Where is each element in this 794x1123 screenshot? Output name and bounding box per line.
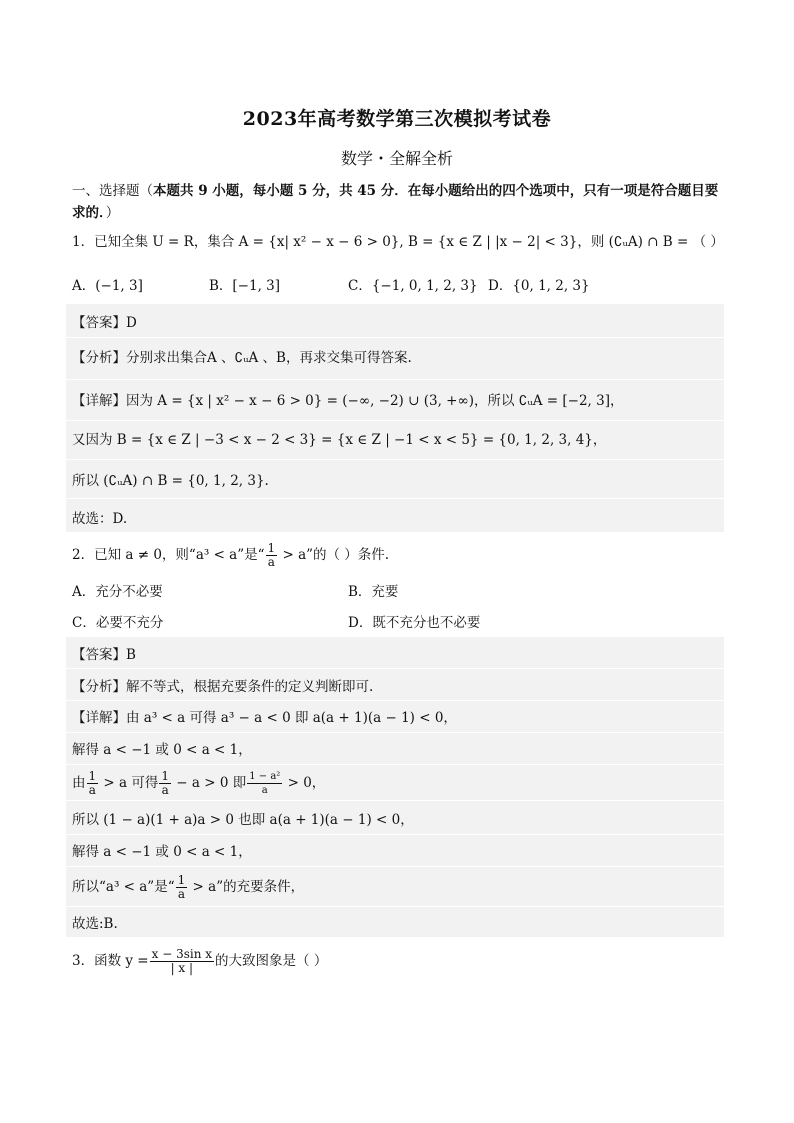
question-2-detail-line: 【详解】由 a³ < a 可得 a³ − a < 0 即 a(a + 1)(a − 1) < 0，	[72, 710, 457, 726]
question-2-analysis: 【分析】解不等式，根据充要条件的定义判断即可.	[72, 679, 374, 695]
question-2-detail-line: 所以 (1 − a)(1 + a)a > 0 也即 a(a + 1)(a − 1) < 0，	[72, 812, 414, 828]
page-title: 2023年高考数学第三次模拟考试卷	[242, 108, 552, 130]
choice-b: B．充要	[348, 584, 399, 600]
choice-d: D．既不充分也不必要	[348, 615, 481, 631]
text: 所以“a³ < a”是“	[72, 879, 175, 895]
text: > a 可得	[99, 775, 159, 791]
page-subtitle: 数学・全解全析	[340, 149, 453, 168]
fraction	[150, 948, 214, 975]
section-heading-rules: 本题共 9 小题，每小题 5 分，共 45 分．在每小题给出的四个选项中，只有一项是符合题目要求的．	[72, 183, 719, 221]
text: > a”的充要条件，	[188, 879, 305, 895]
fraction	[266, 542, 278, 569]
text: 由	[72, 775, 86, 791]
denominator: a	[88, 783, 96, 797]
choice-b: B．[−1, 3]	[209, 278, 281, 294]
choice-a: A．(−1, 3]	[72, 278, 143, 294]
denominator: a	[177, 887, 185, 901]
text: > 0，	[283, 775, 326, 791]
question-1-detail-line: 故选：D.	[72, 511, 128, 527]
question-2-detail-line: 解得 a < −1 或 0 < a < 1，	[72, 742, 252, 758]
question-2-detail-line: 故选:B.	[72, 916, 118, 932]
section-heading-prefix: 一、选择题（	[72, 183, 153, 199]
section-heading	[72, 180, 724, 224]
denominator: | x |	[170, 961, 194, 975]
fraction	[247, 770, 282, 797]
numerator: 1	[267, 541, 276, 555]
numerator: 1	[88, 769, 97, 783]
numerator: 1	[161, 769, 170, 783]
question-3-stem	[72, 948, 724, 975]
choice-c: C．{−1, 0, 1, 2, 3}	[348, 278, 478, 294]
question-1-choices	[72, 274, 724, 296]
denominator: a	[267, 555, 275, 569]
fraction	[159, 770, 171, 797]
question-3-stem-start: 3．函数 y =	[72, 953, 149, 969]
question-2-choices-row-1	[72, 580, 724, 602]
question-2-detail-line	[72, 874, 718, 901]
question-2-detail-line	[72, 770, 718, 797]
question-3-stem-end: 的大致图象是（ ）	[215, 953, 328, 969]
question-2-answer: 【答案】B	[72, 647, 136, 663]
choice-a: A．充分不必要	[72, 584, 163, 600]
fraction	[87, 770, 99, 797]
denominator: a	[261, 785, 268, 796]
numerator: 1	[177, 873, 186, 887]
numerator: x − 3sin x	[151, 947, 213, 961]
question-1-stem: 1．已知全集 U = R，集合 A = {x| x² − x − 6 > 0}, B = {x ∈ Z | |x − 2| < 3}，则 (∁ᵤA) ∩ B = （ ）	[72, 234, 724, 250]
numerator: 1 − a²	[249, 771, 281, 782]
section-heading-suffix: ）	[105, 205, 120, 221]
question-2-stem-end: > a”的（ ）条件.	[278, 547, 390, 563]
question-2-choices-row-2	[72, 611, 724, 633]
question-1-detail-line: 又因为 B = {x ∈ Z | −3 < x − 2 < 3} = {x ∈ Z | −1 < x < 5} = {0, 1, 2, 3, 4}，	[72, 432, 607, 448]
question-1-detail-line: 【详解】因为 A = {x | x² − x − 6 > 0} = (−∞, −2) ∪ (3, +∞)，所以 ∁ᵤA = [−2, 3]，	[72, 393, 624, 409]
question-1-detail-line: 所以 (∁ᵤA) ∩ B = {0, 1, 2, 3}.	[72, 473, 269, 489]
question-2-stem-start: 2．已知 a ≠ 0，则“a³ < a”是“	[72, 547, 265, 563]
question-2-detail-line: 解得 a < −1 或 0 < a < 1，	[72, 844, 252, 860]
question-2-stem	[72, 542, 724, 569]
choice-d: D．{0, 1, 2, 3}	[488, 278, 590, 294]
question-1-analysis: 【分析】分别求出集合A 、∁ᵤA 、B，再求交集可得答案.	[72, 350, 412, 366]
denominator: a	[161, 783, 169, 797]
fraction	[176, 874, 188, 901]
choice-c: C．必要不充分	[72, 615, 164, 631]
question-1-answer: 【答案】D	[72, 315, 137, 331]
text: − a > 0 即	[172, 775, 247, 791]
